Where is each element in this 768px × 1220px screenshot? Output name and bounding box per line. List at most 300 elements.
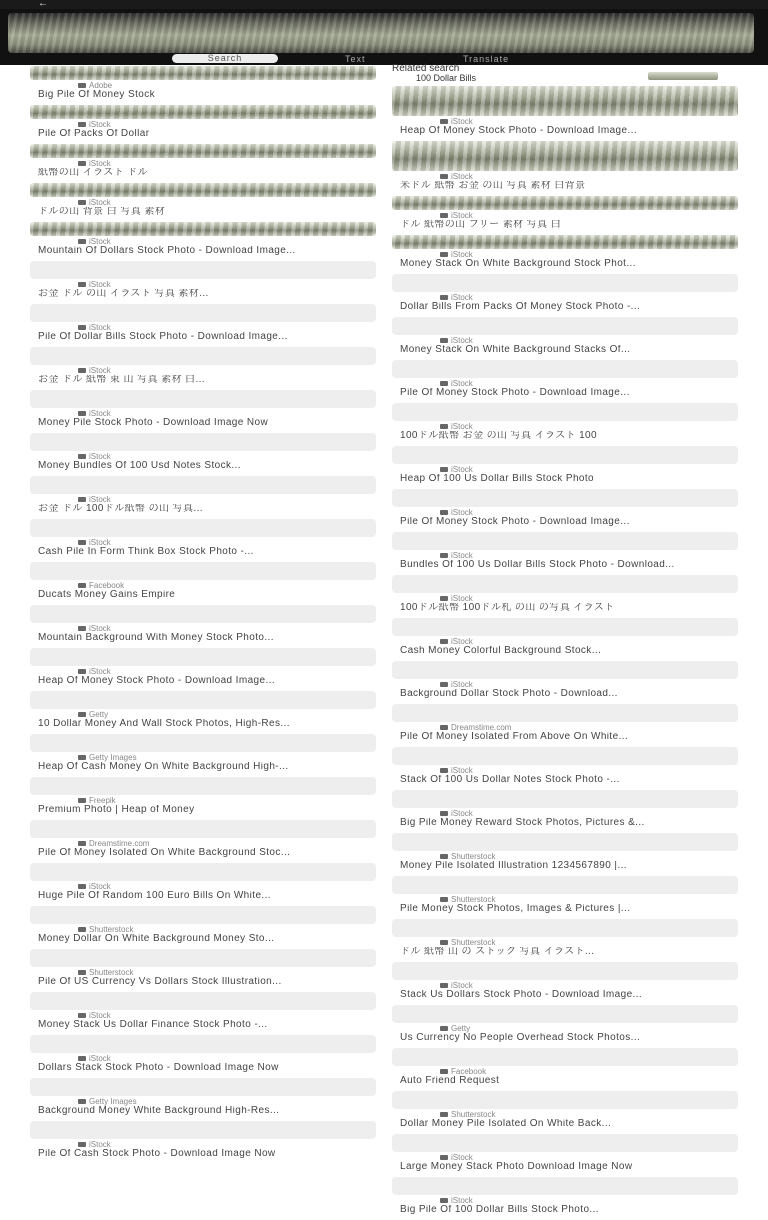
source-favicon-icon — [78, 83, 86, 88]
result-card[interactable] — [30, 777, 376, 814]
result-source — [78, 81, 376, 90]
result-thumbnail[interactable] — [30, 183, 376, 197]
result-card[interactable] — [30, 105, 376, 138]
result-card[interactable] — [392, 317, 738, 354]
result-title[interactable]: 紙幣の山 イラスト ドル — [38, 168, 149, 177]
result-source — [440, 1024, 738, 1033]
source-label: Dreamstime.com — [89, 839, 150, 848]
source-favicon-icon — [440, 553, 448, 558]
source-label: Getty Images — [89, 753, 137, 762]
result-card[interactable] — [392, 618, 738, 655]
result-thumbnail[interactable] — [392, 274, 738, 292]
result-card[interactable] — [392, 1091, 738, 1128]
result-card[interactable] — [30, 519, 376, 556]
result-card[interactable] — [392, 962, 738, 999]
result-thumbnail[interactable] — [392, 403, 738, 421]
result-title[interactable]: ドル 紙幣の山 フリー 素材 写真 白 — [400, 220, 562, 229]
source-favicon-icon — [78, 200, 86, 205]
result-thumbnail[interactable] — [30, 433, 376, 451]
source-favicon-icon — [440, 1026, 448, 1031]
result-card[interactable] — [392, 704, 738, 741]
result-title[interactable]: Pile Of Packs Of Dollar — [38, 129, 150, 138]
result-title[interactable]: Pile Of Money Stock Photo - Download Image... — [400, 517, 630, 526]
source-favicon-icon — [78, 122, 86, 127]
result-thumbnail[interactable] — [30, 605, 376, 623]
source-label: iStock — [89, 409, 111, 418]
result-thumbnail[interactable] — [392, 1134, 738, 1152]
result-title[interactable]: Auto Friend Request — [400, 1076, 500, 1085]
result-source — [78, 1140, 376, 1149]
source-label: iStock — [89, 280, 111, 289]
result-source — [78, 796, 376, 805]
result-thumbnail[interactable] — [392, 317, 738, 335]
result-source — [78, 710, 376, 719]
result-title[interactable]: お金 ドル 紙幣 束 山 写真 素材 白... — [38, 375, 205, 384]
result-card[interactable] — [30, 992, 376, 1029]
result-thumbnail[interactable] — [30, 949, 376, 967]
source-favicon-icon — [440, 424, 448, 429]
source-favicon-icon — [440, 725, 448, 730]
result-source — [78, 1054, 376, 1063]
result-title[interactable]: Dollars Stack Stock Photo - Download Image Now — [38, 1063, 279, 1072]
result-thumbnail[interactable] — [30, 222, 376, 236]
result-source — [440, 117, 738, 126]
result-card[interactable] — [392, 360, 738, 397]
result-source — [440, 852, 738, 861]
source-favicon-icon — [440, 1155, 448, 1160]
result-title[interactable]: Heap Of Money Stock Photo - Download Image... — [400, 126, 637, 135]
source-favicon-icon — [78, 454, 86, 459]
result-card[interactable] — [392, 446, 738, 483]
result-title[interactable]: Pile Of Money Stock Photo - Download Image... — [400, 388, 630, 397]
result-thumbnail[interactable] — [30, 105, 376, 119]
source-favicon-icon — [440, 1112, 448, 1117]
source-favicon-icon — [78, 927, 86, 932]
result-source — [440, 293, 738, 302]
result-source — [440, 422, 738, 431]
result-source — [78, 1011, 376, 1020]
result-source — [78, 538, 376, 547]
result-source — [78, 366, 376, 375]
result-thumbnail[interactable] — [392, 833, 738, 851]
result-source — [440, 809, 738, 818]
source-favicon-icon — [440, 295, 448, 300]
result-source — [440, 465, 738, 474]
status-bar — [0, 0, 768, 9]
result-source — [440, 680, 738, 689]
source-favicon-icon — [78, 583, 86, 588]
tab-search[interactable]: Search — [172, 54, 278, 63]
source-favicon-icon — [440, 119, 448, 124]
source-favicon-icon — [440, 381, 448, 386]
result-card[interactable] — [392, 575, 738, 612]
result-card[interactable] — [392, 1134, 738, 1171]
result-source — [78, 495, 376, 504]
result-title[interactable]: Cash Pile In Form Think Box Stock Photo -... — [38, 547, 254, 556]
results-column-left — [30, 66, 376, 1164]
source-label: iStock — [451, 336, 473, 345]
result-card[interactable] — [30, 66, 376, 99]
source-favicon-icon — [440, 1198, 448, 1203]
result-source — [78, 1097, 376, 1106]
source-label: iStock — [451, 637, 473, 646]
source-favicon-icon — [440, 897, 448, 902]
result-thumbnail[interactable] — [392, 1048, 738, 1066]
related-search-label: Related search — [392, 63, 460, 74]
source-favicon-icon — [78, 325, 86, 330]
source-favicon-icon — [440, 940, 448, 945]
result-card[interactable] — [392, 833, 738, 870]
result-title[interactable]: Dollar Money Pile Isolated On White Back... — [400, 1119, 612, 1128]
source-favicon-icon — [78, 540, 86, 545]
result-title[interactable]: Big Pile Money Reward Stock Photos, Pictures &... — [400, 818, 645, 827]
result-title[interactable]: Money Dollar On White Background Money Sto... — [38, 934, 275, 943]
result-card[interactable] — [392, 196, 738, 229]
source-label: iStock — [451, 1153, 473, 1162]
source-label: iStock — [451, 211, 473, 220]
source-label: Shutterstock — [451, 895, 496, 904]
result-title[interactable]: 米ドル 紙幣 お金 の山 写真 素材 白背景 — [400, 181, 586, 190]
result-thumbnail[interactable] — [30, 144, 376, 158]
source-label: Facebook — [89, 581, 125, 590]
result-card[interactable] — [30, 347, 376, 384]
result-card[interactable] — [30, 144, 376, 177]
source-label: iStock — [451, 508, 473, 517]
source-label: Getty Images — [89, 1097, 137, 1106]
source-label: iStock — [89, 1054, 111, 1063]
source-label: Getty — [89, 710, 109, 719]
source-label: iStock — [89, 624, 111, 633]
source-favicon-icon — [78, 497, 86, 502]
result-thumbnail[interactable] — [392, 661, 738, 679]
source-favicon-icon — [440, 252, 448, 257]
source-label: Facebook — [451, 1067, 487, 1076]
result-title[interactable]: Heap Of Cash Money On White Background High-... — [38, 762, 289, 771]
result-source — [440, 250, 738, 259]
result-thumbnail[interactable] — [392, 235, 738, 249]
result-source — [78, 882, 376, 891]
result-source — [78, 667, 376, 676]
source-label: iStock — [451, 680, 473, 689]
result-thumbnail[interactable] — [392, 704, 738, 722]
result-title[interactable]: Money Stack On White Background Stock Phot... — [400, 259, 636, 268]
result-title[interactable]: Money Bundles Of 100 Usd Notes Stock... — [38, 461, 241, 470]
source-label: Dreamstime.com — [451, 723, 512, 732]
result-source — [440, 1110, 738, 1119]
result-title[interactable]: Big Pile Of 100 Dollar Bills Stock Photo... — [400, 1205, 599, 1214]
result-title[interactable]: ドルの山 背景 白 写真 素材 — [38, 207, 166, 216]
source-favicon-icon — [78, 755, 86, 760]
result-thumbnail[interactable] — [30, 734, 376, 752]
result-source — [440, 766, 738, 775]
source-label: Freepik — [89, 796, 116, 805]
result-card[interactable] — [392, 876, 738, 913]
result-card[interactable] — [30, 476, 376, 513]
result-title[interactable]: Mountain Of Dollars Stock Photo - Download Image... — [38, 246, 296, 255]
result-card[interactable] — [392, 1177, 738, 1214]
result-title[interactable]: Pile Of Money Isolated From Above On White... — [400, 732, 629, 741]
result-card[interactable] — [392, 532, 738, 569]
result-source — [440, 594, 738, 603]
source-label: iStock — [89, 495, 111, 504]
result-thumbnail[interactable] — [392, 618, 738, 636]
result-thumbnail[interactable] — [392, 876, 738, 894]
result-title[interactable]: Bundles Of 100 Us Dollar Bills Stock Photo - Download... — [400, 560, 675, 569]
result-card[interactable] — [392, 141, 738, 190]
result-card[interactable] — [392, 489, 738, 526]
result-thumbnail[interactable] — [30, 1035, 376, 1053]
source-favicon-icon — [78, 841, 86, 846]
result-thumbnail[interactable] — [30, 304, 376, 322]
result-source — [440, 379, 738, 388]
source-favicon-icon — [440, 510, 448, 515]
source-favicon-icon — [78, 884, 86, 889]
result-card[interactable] — [392, 747, 738, 784]
result-title[interactable]: Dollar Bills From Packs Of Money Stock Photo -... — [400, 302, 641, 311]
result-title[interactable]: Stack Us Dollars Stock Photo - Download Image... — [400, 990, 643, 999]
result-thumbnail[interactable] — [30, 906, 376, 924]
source-label: iStock — [89, 237, 111, 246]
result-thumbnail[interactable] — [30, 992, 376, 1010]
result-thumbnail[interactable] — [30, 476, 376, 494]
related-search-thumbnail[interactable] — [648, 72, 718, 80]
result-source — [440, 637, 738, 646]
result-source — [440, 172, 738, 181]
result-source — [78, 925, 376, 934]
result-card[interactable] — [392, 274, 738, 311]
result-card[interactable] — [30, 562, 376, 599]
source-label: iStock — [451, 465, 473, 474]
source-favicon-icon — [78, 282, 86, 287]
result-thumbnail[interactable] — [30, 648, 376, 666]
result-thumbnail[interactable] — [392, 1091, 738, 1109]
result-title[interactable]: Us Currency No People Overhead Stock Photos... — [400, 1033, 641, 1042]
source-favicon-icon — [78, 1142, 86, 1147]
result-card[interactable] — [392, 919, 738, 956]
result-thumbnail[interactable] — [392, 489, 738, 507]
result-source — [78, 120, 376, 129]
result-source — [78, 409, 376, 418]
header — [0, 9, 768, 65]
result-title[interactable]: ドル 紙幣 山 の ストック 写真 イラスト... — [400, 947, 595, 956]
result-thumbnail[interactable] — [30, 347, 376, 365]
source-favicon-icon — [78, 712, 86, 717]
result-title[interactable]: Mountain Background With Money Stock Photo... — [38, 633, 274, 642]
source-favicon-icon — [440, 983, 448, 988]
result-card[interactable] — [30, 863, 376, 900]
result-thumbnail[interactable] — [392, 532, 738, 550]
source-label: iStock — [89, 120, 111, 129]
source-label: iStock — [451, 117, 473, 126]
result-source — [78, 581, 376, 590]
result-thumbnail[interactable] — [30, 66, 376, 80]
source-favicon-icon — [78, 626, 86, 631]
source-label: Shutterstock — [451, 852, 496, 861]
result-title[interactable]: 10 Dollar Money And Wall Stock Photos, High-Res... — [38, 719, 290, 728]
result-title[interactable]: お金 ドル 100ドル紙幣 の山 写真... — [38, 504, 203, 513]
result-source — [78, 198, 376, 207]
source-label: iStock — [89, 198, 111, 207]
result-source — [78, 839, 376, 848]
source-favicon-icon — [78, 161, 86, 166]
source-favicon-icon — [78, 368, 86, 373]
source-favicon-icon — [440, 1069, 448, 1074]
result-thumbnail[interactable] — [392, 575, 738, 593]
result-card[interactable] — [30, 390, 376, 427]
result-thumbnail[interactable] — [392, 446, 738, 464]
source-label: Shutterstock — [451, 938, 496, 947]
related-search-query[interactable]: 100 Dollar Bills — [416, 73, 477, 83]
result-title[interactable]: Pile Of Dollar Bills Stock Photo - Download Image... — [38, 332, 288, 341]
result-source — [78, 159, 376, 168]
result-title[interactable]: Pile Of Money Isolated On White Background Stoc... — [38, 848, 291, 857]
result-card[interactable] — [30, 1078, 376, 1115]
result-thumbnail[interactable] — [392, 86, 738, 116]
source-label: iStock — [451, 981, 473, 990]
result-title[interactable]: Big Pile Of Money Stock — [38, 90, 156, 99]
result-source — [440, 938, 738, 947]
result-title[interactable]: Heap Of Money Stock Photo - Download Image... — [38, 676, 275, 685]
source-label: Shutterstock — [89, 925, 134, 934]
source-label: iStock — [451, 551, 473, 560]
result-card[interactable] — [30, 820, 376, 857]
source-favicon-icon — [440, 768, 448, 773]
result-source — [440, 551, 738, 560]
source-favicon-icon — [78, 970, 86, 975]
source-favicon-icon — [440, 854, 448, 859]
source-label: iStock — [89, 452, 111, 461]
result-title[interactable]: Money Stack On White Background Stacks Of... — [400, 345, 631, 354]
result-card[interactable] — [30, 261, 376, 298]
result-card[interactable] — [392, 790, 738, 827]
source-favicon-icon — [78, 411, 86, 416]
source-label: Shutterstock — [89, 968, 134, 977]
source-label: iStock — [89, 538, 111, 547]
result-thumbnail[interactable] — [392, 919, 738, 937]
result-source — [440, 1153, 738, 1162]
result-card[interactable] — [392, 235, 738, 268]
result-thumbnail[interactable] — [30, 863, 376, 881]
result-thumbnail[interactable] — [392, 141, 738, 171]
source-favicon-icon — [78, 239, 86, 244]
result-title[interactable]: 100ドル紙幣 100ドル札 の山 の写真 イラスト — [400, 603, 615, 612]
result-title[interactable]: Huge Pile Of Random 100 Euro Bills On White... — [38, 891, 271, 900]
result-source — [78, 323, 376, 332]
source-label: iStock — [451, 809, 473, 818]
result-card[interactable] — [392, 86, 738, 135]
result-card[interactable] — [392, 661, 738, 698]
source-favicon-icon — [440, 213, 448, 218]
result-thumbnail[interactable] — [392, 962, 738, 980]
result-thumbnail[interactable] — [30, 562, 376, 580]
source-favicon-icon — [78, 669, 86, 674]
source-label: iStock — [451, 172, 473, 181]
source-label: iStock — [451, 379, 473, 388]
source-favicon-icon — [440, 467, 448, 472]
result-title[interactable]: Pile Money Stock Photos, Images & Pictures |... — [400, 904, 631, 913]
source-label: Shutterstock — [451, 1110, 496, 1119]
source-favicon-icon — [440, 639, 448, 644]
result-title[interactable]: Background Dollar Stock Photo - Download... — [400, 689, 618, 698]
result-thumbnail[interactable] — [30, 820, 376, 838]
result-thumbnail[interactable] — [30, 777, 376, 795]
tab-translate[interactable]: Translate — [463, 54, 510, 64]
result-thumbnail[interactable] — [392, 747, 738, 765]
result-thumbnail[interactable] — [30, 261, 376, 279]
hero-image — [8, 13, 754, 53]
source-label: iStock — [451, 766, 473, 775]
tab-text[interactable]: Text — [345, 54, 366, 64]
result-thumbnail[interactable] — [392, 360, 738, 378]
result-title[interactable]: Ducats Money Gains Empire — [38, 590, 176, 599]
source-label: iStock — [89, 667, 111, 676]
result-card[interactable] — [30, 734, 376, 771]
result-source — [78, 237, 376, 246]
result-thumbnail[interactable] — [30, 1121, 376, 1139]
result-thumbnail[interactable] — [392, 196, 738, 210]
source-favicon-icon — [78, 1013, 86, 1018]
result-card[interactable] — [30, 1035, 376, 1072]
result-card[interactable] — [30, 222, 376, 255]
result-thumbnail[interactable] — [30, 1078, 376, 1096]
result-title[interactable]: Money Pile Stock Photo - Download Image Now — [38, 418, 269, 427]
result-card[interactable] — [392, 1048, 738, 1085]
source-label: iStock — [89, 1011, 111, 1020]
result-card[interactable] — [392, 403, 738, 440]
result-title[interactable]: Premium Photo | Heap of Money — [38, 805, 195, 814]
result-thumbnail[interactable] — [30, 519, 376, 537]
result-title[interactable]: Money Stack Us Dollar Finance Stock Photo -... — [38, 1020, 268, 1029]
result-source — [440, 211, 738, 220]
result-title[interactable]: Large Money Stack Photo Download Image Now — [400, 1162, 633, 1171]
source-favicon-icon — [440, 338, 448, 343]
result-card[interactable] — [30, 906, 376, 943]
result-thumbnail[interactable] — [30, 691, 376, 709]
result-card[interactable] — [30, 648, 376, 685]
result-card[interactable] — [30, 433, 376, 470]
result-title[interactable]: Money Pile Isolated Illustration 1234567890 |... — [400, 861, 627, 870]
result-title[interactable]: Pile Of Cash Stock Photo - Download Image Now — [38, 1149, 276, 1158]
source-favicon-icon — [78, 1056, 86, 1061]
result-card[interactable] — [30, 1121, 376, 1158]
result-title[interactable]: Pile Of US Currency Vs Dollars Stock Illustration... — [38, 977, 282, 986]
source-favicon-icon — [440, 596, 448, 601]
result-title[interactable]: Background Money White Background High-Res... — [38, 1106, 280, 1115]
result-card[interactable] — [30, 691, 376, 728]
result-title[interactable]: Stack Of 100 Us Dollar Notes Stock Photo -... — [400, 775, 620, 784]
result-thumbnail[interactable] — [392, 1177, 738, 1195]
result-thumbnail[interactable] — [392, 1005, 738, 1023]
result-title[interactable]: Heap Of 100 Us Dollar Bills Stock Photo — [400, 474, 595, 483]
result-source — [78, 753, 376, 762]
result-source — [78, 280, 376, 289]
source-label: iStock — [451, 250, 473, 259]
result-title[interactable]: お金 ドル の山 イラスト 写真 素材... — [38, 289, 209, 298]
result-card[interactable] — [30, 949, 376, 986]
source-label: iStock — [451, 1196, 473, 1205]
result-card[interactable] — [30, 183, 376, 216]
result-card[interactable] — [30, 304, 376, 341]
back-arrow-icon[interactable]: ← — [38, 0, 48, 9]
result-title[interactable]: 100ドル紙幣 お金 の山 写真 イラスト 100 — [400, 431, 597, 440]
result-source — [440, 1067, 738, 1076]
results-column-right — [392, 86, 738, 1220]
result-thumbnail[interactable] — [30, 390, 376, 408]
result-title[interactable]: Cash Money Colorful Background Stock... — [400, 646, 602, 655]
source-label: iStock — [89, 159, 111, 168]
result-thumbnail[interactable] — [392, 790, 738, 808]
result-card[interactable] — [30, 605, 376, 642]
